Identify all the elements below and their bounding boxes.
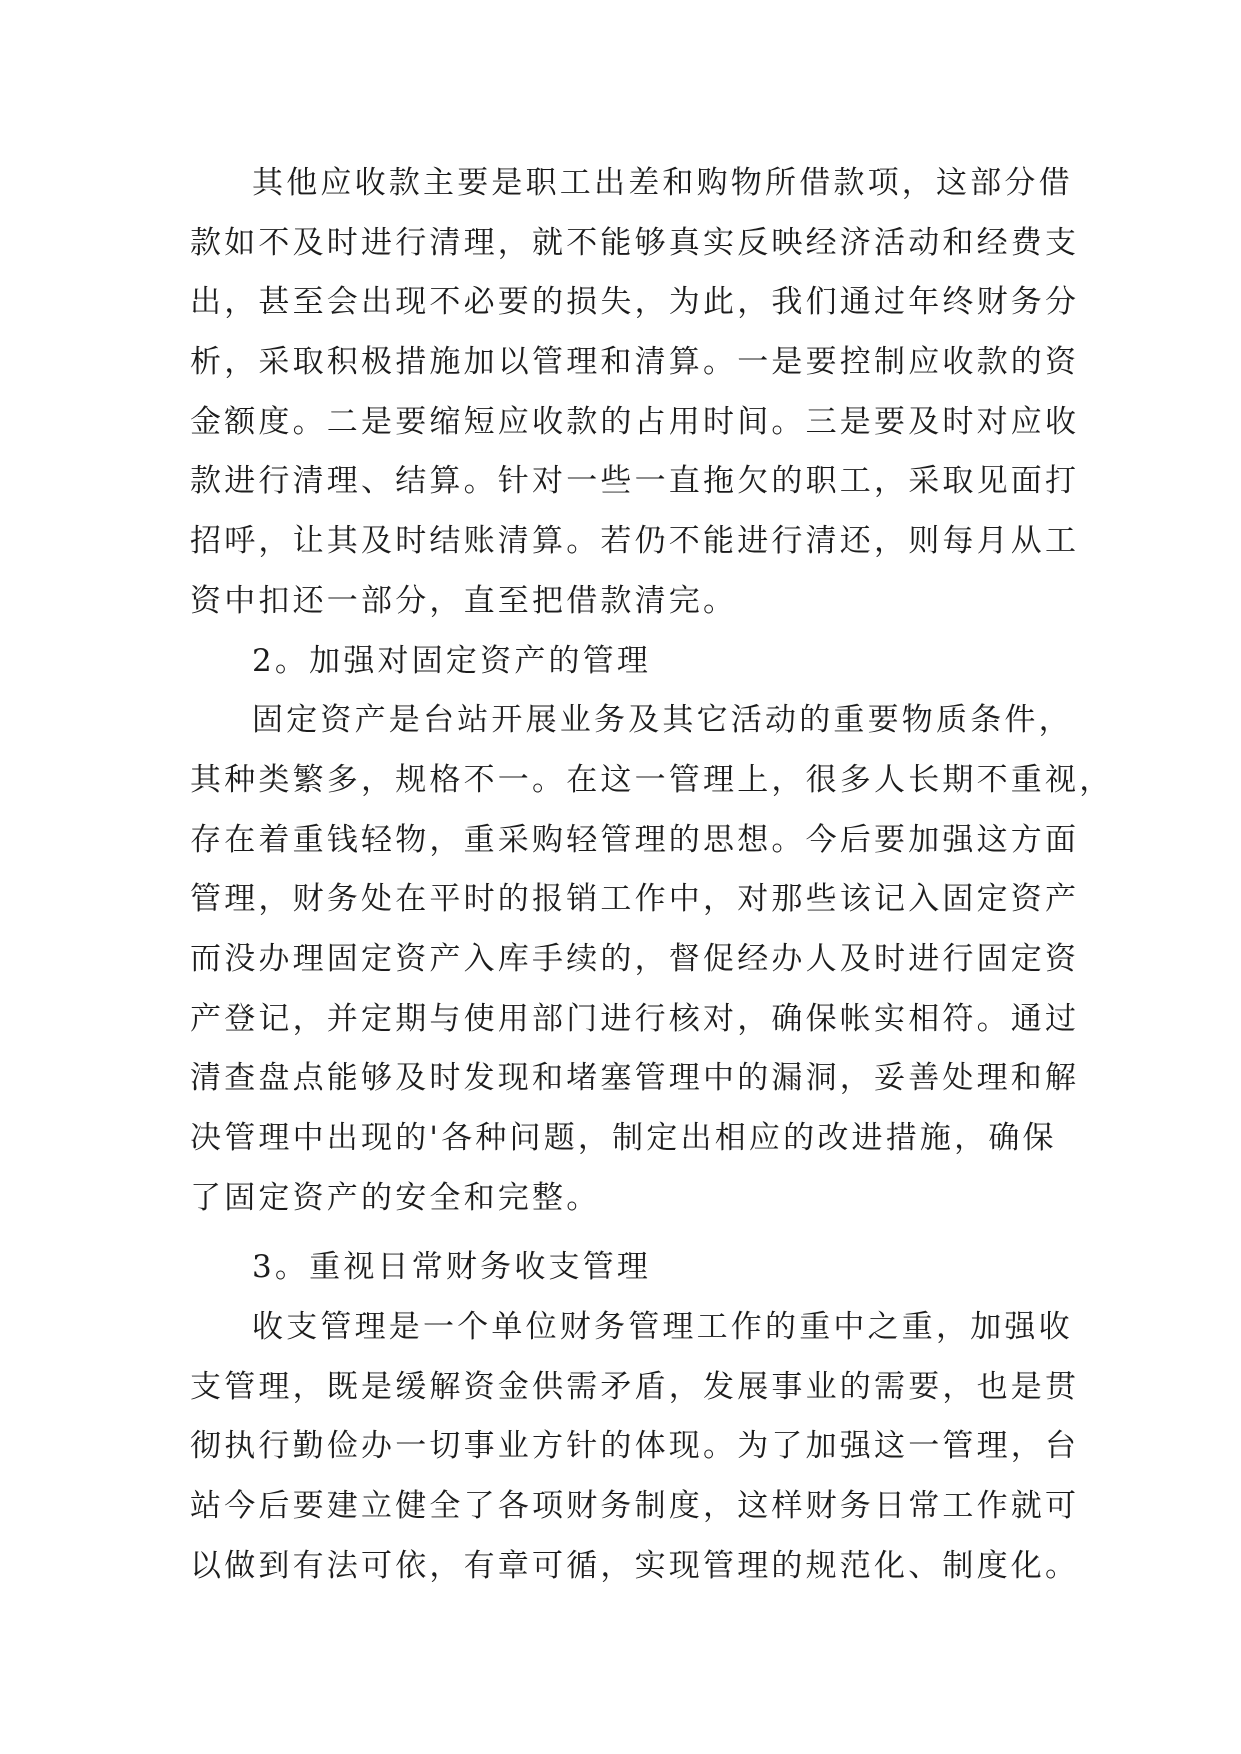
paragraph-1-line-4: 析，采取积极措施加以管理和清算。一是要控制应收款的资: [190, 344, 1080, 381]
paragraph-1-line-2: 款如不及时进行清理，就不能够真实反映经济活动和经费支: [190, 224, 1080, 261]
paragraph-1-line-1: 其他应收款主要是职工出差和购物所借款项，这部分借: [252, 165, 1073, 201]
paragraph-1-line-8: 资中扣还一部分，直至把借款清完。: [190, 582, 738, 619]
section-heading-2: 2。加强对固定资产的管理: [252, 642, 652, 679]
paragraph-2-line-9: 了固定资产的安全和完整。: [190, 1179, 601, 1216]
paragraph-2-line-8: 决管理中出现的'各种问题，制定出相应的改进措施，确保: [190, 1120, 1057, 1156]
paragraph-2-line-3: 存在着重钱轻物，重采购轻管理的思想。今后要加强这方面: [190, 821, 1080, 858]
paragraph-1-line-5: 金额度。二是要缩短应收款的占用时间。三是要及时对应收: [190, 403, 1080, 440]
paragraph-3-line-5: 以做到有法可依，有章可循，实现管理的规范化、制度化。: [190, 1547, 1080, 1584]
paragraph-2-line-2: 其种类繁多，规格不一。在这一管理上，很多人长期不重视，: [190, 761, 1114, 798]
paragraph-2-line-7: 清查盘点能够及时发现和堵塞管理中的漏洞，妥善处理和解: [190, 1060, 1080, 1097]
paragraph-3-line-4: 站今后要建立健全了各项财务制度，这样财务日常工作就可: [190, 1488, 1080, 1525]
section-spacer: [190, 1228, 1075, 1238]
paragraph-1-line-3: 出，甚至会出现不必要的损失，为此，我们通过年终财务分: [190, 284, 1080, 321]
section-heading-3: 3。重视日常财务收支管理: [252, 1249, 652, 1286]
document-body: [190, 154, 1114, 1597]
paragraph-2-line-5: 而没办理固定资产入库手续的，督促经办人及时进行固定资: [190, 940, 1080, 977]
paragraph-1-line-6: 款进行清理、结算。针对一些一直拖欠的职工，采取见面打: [190, 463, 1080, 500]
paragraph-2-line-4: 管理，财务处在平时的报销工作中，对那些该记入固定资产: [190, 881, 1080, 918]
paragraph-2-line-1: 固定资产是台站开展业务及其它活动的重要物质条件，: [252, 702, 1073, 739]
paragraph-3-line-2: 支管理，既是缓解资金供需矛盾，发展事业的需要，也是贯: [190, 1368, 1080, 1405]
paragraph-2-line-6: 产登记，并定期与使用部门进行核对，确保帐实相符。通过: [190, 1000, 1080, 1037]
paragraph-3-line-3: 彻执行勤俭办一切事业方针的体现。为了加强这一管理，台: [190, 1428, 1080, 1465]
paragraph-1-line-7: 招呼，让其及时结账清算。若仍不能进行清还，则每月从工: [190, 523, 1080, 560]
paragraph-3-line-1: 收支管理是一个单位财务管理工作的重中之重，加强收: [252, 1309, 1073, 1346]
